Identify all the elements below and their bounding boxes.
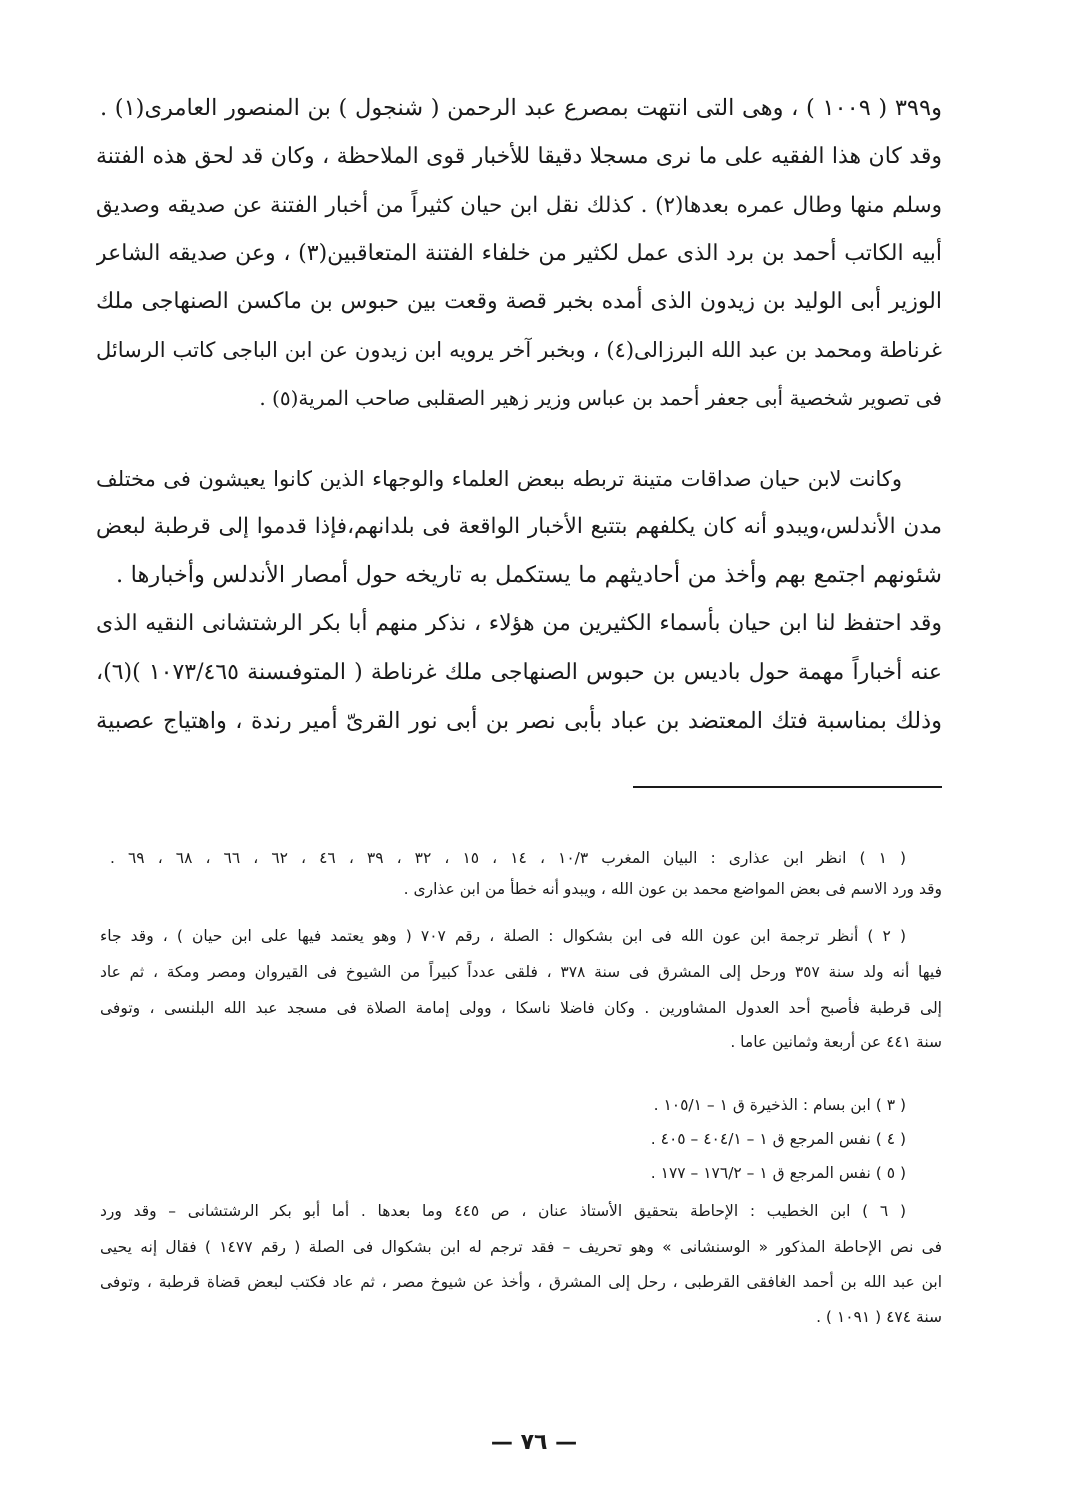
text-line: وكانت لابن حيان صداقات متينة تربطه ببعض العلماء والوجهاء الذين كانوا يعيشون فى مختلف	[96, 467, 902, 491]
text-line: عنه أخباراً مهمة حول باديس بن حبوس الصنهاجى ملك غرناطة ( المتوفىسنة ١٠٧٣/٤٦٥ )(٦)،	[96, 660, 942, 685]
footnote-2-line: إلى قرطبة فأصبح أحد العدول المشاورين . وكان فاضلا ناسكا ، وولى إمامة الصلاة فى مسجد عبد الله البلنسى ، وتوفى	[100, 999, 942, 1017]
footnote-4: ( ٤ ) نفس المرجع ق ١ – ٤٠٤/١ – ٤٠٥ .	[650, 1130, 906, 1148]
text-line: الوزير أبى الوليد بن زيدون الذى أمده بخبر قصة وقعت بين حبوس بن ماكسن الصنهاجى ملك	[96, 289, 942, 314]
footnote-1-line: ( ١ ) انظر ابن عذارى : البيان المغرب ١٠/٣ ، ١٤ ، ١٥ ، ٣٢ ، ٣٩ ، ٤٦ ، ٦٢ ، ٦٦ ، ٦٨ ، ٦٩ .	[110, 849, 906, 867]
footnote-2-line: سنة ٤٤١ عن أربعة وثمانين عاما .	[730, 1033, 942, 1051]
page-number: — ٧٦ —	[490, 1430, 578, 1455]
footnote-6-line: فى نص الإحاطة المذكور « الوسنشانى » وهو تحريف – فقد ترجم له ابن بشكوال فى الصلة ( رقم ١٤٧٧ ) فقال إنه يحيى	[100, 1238, 942, 1256]
text-line: وسلم منها وطال عمره بعدها(٢) . كذلك نقل ابن حيان كثيراً من أخبار الفتنة عن صديقه وصديق	[96, 193, 942, 218]
text-line: فى تصوير شخصية أبى جعفر أحمد بن عباس وزير زهير الصقلبى صاحب المرية(٥) .	[259, 386, 942, 410]
footnote-5: ( ٥ ) نفس المرجع ق ١ – ١٧٦/٢ – ١٧٧ .	[650, 1164, 906, 1182]
footnote-6-line: سنة ٤٧٤ ( ١٠٩١ ) .	[816, 1308, 942, 1326]
text-line: و٣٩٩ ( ١٠٠٩ ) ، وهى التى انتهت بمصرع عبد الرحمن ( شنجول ) بن المنصور العامرى(١) .	[100, 95, 942, 121]
footnote-2-line: ( ٢ ) أنظر ترجمة ابن عون الله فى ابن بشكوال : الصلة ، رقم ٧٠٧ ( وهو يعتمد فيها على ابن حيان ) ، وقد جاء	[100, 927, 906, 945]
text-line: وذلك بمناسبة فتك المعتضد بن عباد بأبى نصر بن أبى نور القرىّ أمير رندة ، واهتياج عصبية	[96, 708, 942, 734]
text-line: شئونهم اجتمع بهم وأخذ من أحاديثهم ما يستكمل به تاريخه حول أمصار الأندلس وأخبارها .	[116, 562, 942, 588]
text-line: غرناطة ومحمد بن عبد الله البرزالى(٤) ، وبخبر آخر يرويه ابن زيدون عن ابن الباجى كاتب الرسائل	[96, 338, 942, 362]
text-line: أبيه الكاتب أحمد بن برد الذى عمل لكثير من خلفاء الفتنة المتعاقبين(٣) ، وعن صديقه الشاعر	[96, 241, 942, 266]
footnote-2-line: فيها أنه ولد سنة ٣٥٧ ورحل إلى المشرق فى سنة ٣٧٨ ، فلقى عدداً كبيراً من الشيوخ فى القيروان ومصر ومكة ، ثم عاد	[100, 963, 942, 981]
footnote-1-line: وقد ورد الاسم فى بعض المواضع محمد بن عون الله ، ويبدو أنه خطأ من ابن عذارى .	[403, 880, 942, 898]
footnote-6-line: ابن عبد الله بن أحمد الغافقى القرطبى ، رحل إلى المشرق ، وأخذ عن شيوخ مصر ، ثم عاد فكتب لبعض قضاة قرطبة ، وتوفى	[100, 1273, 942, 1291]
footnote-3: ( ٣ ) ابن بسام : الذخيرة ق ١ – ١٠٥/١ .	[653, 1096, 906, 1114]
footnote-6-line: ( ٦ ) ابن الخطيب : الإحاطة بتحقيق الأستاذ عنان ، ص ٤٤٥ وما بعدها . أما أبو بكر الرشتشانى – وقد ورد	[100, 1202, 906, 1220]
footnote-separator	[633, 786, 942, 788]
text-line: وقد كان هذا الفقيه على ما نرى مسجلا دقيقا للأخبار قوى الملاحظة ، وكان قد لحق هذه الفتنة	[96, 144, 942, 169]
text-line: وقد احتفظ لنا ابن حيان بأسماء الكثيرين من هؤلاء ، نذكر منهم أبا بكر الرشتشانى النقيه الذى	[96, 611, 942, 636]
text-line: مدن الأندلس،ويبدو أنه كان يكلفهم بتتبع الأخبار الواقعة فى بلدانهم،فإذا قدموا إلى قرطبة لبعض	[96, 514, 942, 539]
